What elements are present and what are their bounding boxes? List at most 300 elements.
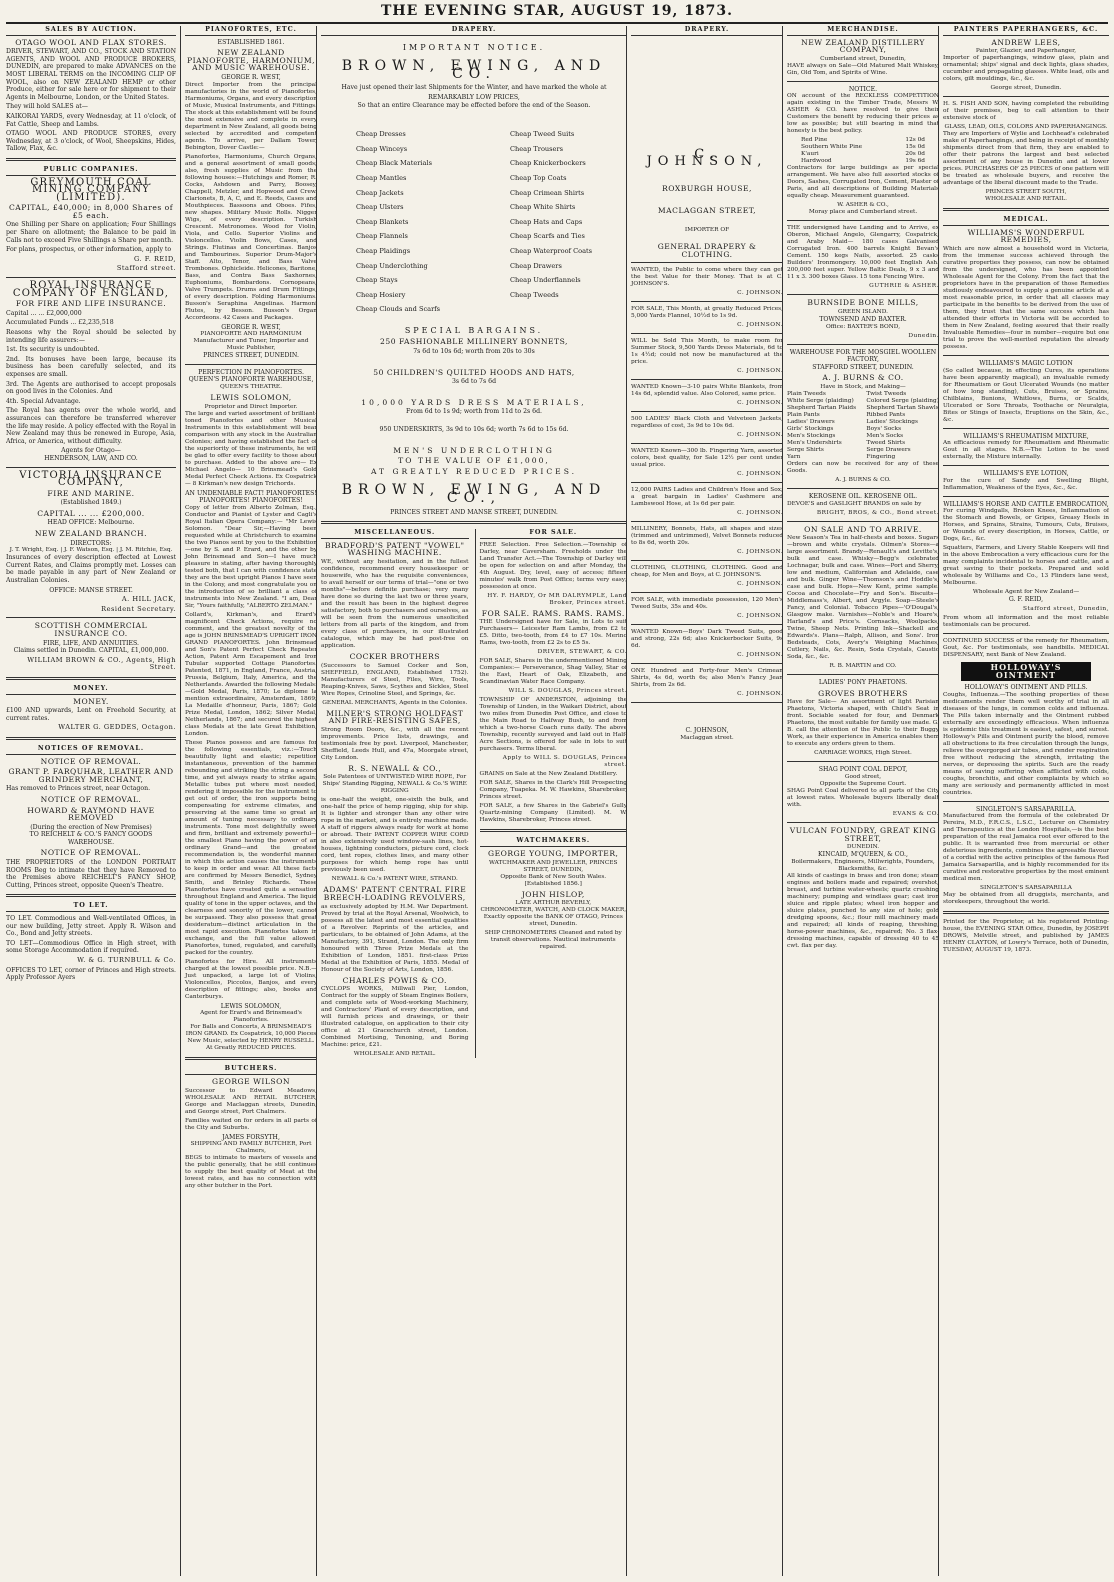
stock-item: Men's Stockings [787,432,836,439]
ad-text: TOWNSEND AND BAXTER. [819,315,907,323]
ad-text: Have just opened their last Shipments for the Winter, and have marked the whole at [341,84,607,92]
ad-text: The Royal has agents over the whole world, and assurances can therefore be transferred wherever the life may reside. A policy effected with the Royal in New Zealand may thus be renewed in Europe, Asia, Africa, or America, without difficulty. [6,407,176,445]
ad-heading: WILLIAMS'S EYE LOTION, [983,470,1069,478]
stock-item: Girls' Stockings [787,425,834,432]
ad-text: Accumulated Funds ... £2,235,518 [6,319,114,327]
divider [631,333,783,334]
cheap-item: Cheap Hosiery [355,290,406,299]
misc-subcolumn [321,529,469,1058]
johnson-ad: FOR SALE, This Month, at greatly Reduced Prices, 5,000 Yards Flannel, 10½d to 1s 9d. [631,306,783,320]
ad-text: £100 AND upwards, Lent on Freehold Security, at current rates. [6,707,176,722]
ad-heading: VULCAN FOUNDRY, GREAT KING STREET, [789,825,937,843]
ad-text: DEVOE'S and GASLIGHT BRANDS on sale by [787,500,922,507]
signature: W. & G. TURNBULL & Co. [77,956,176,964]
ad-text: 3rd. The Agents are authorised to accept proposals on good lives in the Colonies. And [6,380,176,396]
ad-heading: WILLIAMS'S WONDERFUL REMEDIES, [967,227,1085,245]
ad-heading: ROYAL INSURANCE COMPANY OF ENGLAND, [12,280,170,299]
ad-heading: PERFECTION IN PIANOFORTES. [198,368,304,376]
ad-heading: SHAG POINT COAL DEPOT, [818,766,908,774]
ad-heading: 50 CHILDREN'S QUILTED HOODS AND HATS, [373,367,575,377]
divider [631,702,783,703]
ad-text: Have in Stock, and Making— [820,383,906,390]
burns-stock-list [787,391,939,461]
ad-text: Painter, Glazier, and Paperhanger, [975,48,1077,55]
ad-text: SHAG Point Coal delivered to all parts of the City at lowest rates. Wholesale buyers liberally dealt with. [787,787,939,808]
ad-text: For curing Windgalls, Broken Knees, Inflammation of the Stomach and Bowels, or Gripes, Greasy Heels in Horses, and Sprains, Strains, Tumours, Cuts, Bruises, or Wounds of every description, in Horses, Cattle, or Dogs, &c., &c. [943,508,1109,543]
ad-heading: ON SALE AND TO ARRIVE. [804,524,922,534]
ad-text: CONTINUED SUCCESS of the remedy for Rheumatism, Gout, &c. For testimonials, see handbills. MEDICAL DISPENSARY, next Bank of New Zealand. [943,637,1109,658]
ad-heading: KEROSENE OIL. KEROSENE OIL. [808,492,918,500]
ad-heading: LEWIS SOLOMON, [210,392,292,402]
johnson-ad: WANTED Known—Boys' Dark Tweed Suits, good and strong, 22s 6d; also Knickerbocker Suits, 9s 6d. [631,629,783,650]
ad-text: For the cure of Sandy and Swelling Blight, Inflammation, Weakness of the Eyes, &c., &c. [943,477,1109,491]
ad-text: 2nd. Its bonuses have been large, because its business has been carefully selected, and its expenses are small. [6,355,176,378]
ad-text: (Established 1849.) [60,499,122,507]
johnson-ads [631,267,783,703]
column-2 [180,26,317,1576]
ad-text: Which are now almost a household word in Victoria, from the immense success achieved through the curative properties they possess, can now be obtained from the undersigned, who has been appointed Wholesale Agent for the Colony. From the fact that the proprietors have in the preparation of those Remedies studiously endeavoured to supply a genuine article at a most reasonable price, in order that all classes may participate in the benefits to be derived from the use of them, they trust that the same success which has attended their efforts in Victoria will be accorded to them in New Zealand, feeling assured that their really Invaluable Remedies—four in number—require but one trial to prove the well-merited reputation the already possess. [943,245,1109,350]
johnson-ad: WANTED, the Public to come where they can get the best Value for their Money. That is at C. JOHNSON'S. [631,267,783,288]
ad-text: HEAD OFFICE: Melbourne. [47,519,135,527]
ad-text: SHIP CHRONOMETERS Cleaned and rated by transit observations. Nautical instruments repaired. [484,930,622,951]
section-header: MONEY. [6,685,176,695]
stock-item: Ribbed Pants [866,411,906,418]
divider [943,801,1109,802]
ad-text: New Season's Tea in half-chests and boxes. Sugars—brown and white crystals. Oilmen's Stores—a large assortment. Brandy—Renault's and Levitte's, bulk and case. Whisky—Begg's celebrated Lochnagar, bulk and case. Wines—Port and Sherry, low and medium, Californian and Adelaide, case and bulk. Ginger Wine—Thomson's and Hoddle's, case and bulk. Hops—New Kent, prime sample. Cocoa and Chocolate—Fry and Son's. Biscuits—Middlemass's, Albert, and Argyle. Soap—Steele's Fancy, and Colonial. Tobacco Pipes—'O'Dougal's, Glasgow make. Varnishes—Noble's and Hoare's, Harland's and Price's. Cornsacks, Woolpacks, Twine, Sheep Nets. Printing Ink—Shackell and Edwards's. Plans—Ralph, Allison, and Sons'. Iron Bedsteads, Cots, Avery's Weighing Machines, Cutlery, Nails, &c. Resin, Soda Crystals, Caustic Soda, &c., &c. [787,535,939,661]
cheap-item: Cheap Drawers [509,261,562,270]
cheap-list-left [356,127,440,317]
section-header: MEDICAL. [943,216,1109,226]
ad-heading: MONEY. [73,696,109,706]
signature: BRIGHT, BROS, & CO., Bond street. [816,509,939,516]
ad-text: DIRECTORS: [70,539,112,547]
timber-row [801,158,925,165]
ad-text: Successor to Edward Meadows, WHOLESALE AND RETAIL BUTCHER, George and Maclaggan streets, Dunedin, and George street, Port Chalmers. [185,1087,317,1115]
ad-text: DRIVER, STEWART, AND CO., STOCK AND STATION AGENTS, AND WOOL AND PRODUCE BROKERS, DUNEDIN, are prepared to make ADVANCES on the MOST LIBERAL TERMS on the INCOMING CLIP OF WOOL, also on NEW ZEALAND HEMP or other Produce, either for sale here or for shipment to their Agents in Melbourne, London, or the United States. [6,48,176,101]
divider [631,624,783,625]
cheap-item: Cheap Ulsters [355,203,404,212]
cheap-item: Cheap Scarfs and Ties [509,232,585,241]
divider [631,560,783,561]
column-4 [626,26,783,1576]
divider [787,674,939,675]
signature: Stafford street. [116,264,176,273]
ad-heading: AN UNDENIABLE FACT! PIANOFORTES! PIANOFORTES! PIANOFORTES! [185,489,317,505]
ad-heading: MILNER'S STRONG HOLDFAST AND FIRE-RESISTING SAFES, [326,708,464,726]
ad-text: Insurances of every description effected at Lowest Current Rates, and Claims promptly met. Losses can be made payable in any part of New Zealand or Australian Colonies. [6,554,176,585]
timber-row [801,151,925,158]
ad-heading: FOR SALE. RAMS. RAMS. RAMS. [481,608,625,618]
divider [631,379,783,380]
divider [321,521,627,524]
cheap-item: Cheap Tweeds [509,290,559,299]
johnson-ad: FOR SALE, with immediate possession, 120 Men's Tweed Suits, 35s and 40s. [631,597,783,611]
ad-text: Capital ... ... £2,000,000 [6,309,82,317]
holloway-banner: HOLLOWAY'S OINTMENT [961,662,1091,681]
ad-text: CYCLOPS WORKS, Millwall Pier, London, Contract for the supply of Steam Engines Boilers, and complete sets of Wood-working Machinery, and Contractors' Plant of every description, and will furnish prices and drawings, or their illustrated catalogue, on application to their city office at 21 Gracechurch street, London. Combined Mortising, Tenoning, and Boring Machine: price, £21. [321,986,469,1049]
ad-text: Dunedin. [908,332,939,339]
divider [943,496,1109,497]
ad-text: Sole Patentees of UNTWISTED WIRE ROPE, For Ships' Standing Rigging, NEWALL & Co.'S WIRE RIGGING [322,774,467,795]
stock-item: Colored Serge (plaiding) [866,397,939,404]
signature: PRINCES STREET, DUNEDIN. [203,352,299,360]
ad-text: THE Undersigned have for Sale, in Lots to suit Purchasers— Leicester Ram Lambs, from £2 to £5. Ditto, two-tooth, from £4 to £7 10s. Merino Rams, two-tooth, from £2 2s to £5 5s. [479,619,627,647]
ad-text: THE undersigned have Landing and to Arrive, ex Oberon, Michael Angelo, Glengarry, Cospatrick, and Araby Maid— 180 cases Galvanised Corrugated Iron. 400 barrels Knight Bevan's Cement. 150 kegs Nails, assorted. 25 casks Builders' Ironmongery. 10,000 feet English Ash. 200,000 feet super. Yellow Baltic Deals, 9 x 3 and 11 x 3. 300 boxes Glass. 15 tons Fencing Wire. [787,225,939,281]
ad-text: Good street, [844,773,882,780]
ad-heading: C. JOHNSON, [646,146,768,170]
col3-subcolumns [321,529,627,1058]
masthead: THE EVENING STAR, AUGUST 19, 1873. [380,3,734,19]
cheap-item: Cheap Black Materials [355,159,432,168]
signature: G. F. REID, [134,254,176,263]
ad-heading: WAREHOUSE FOR THE MOSGIEL WOOLLEN FACTORY, [789,348,937,364]
ad-text: Squatters, Farmers, and Livery Stable Keepers will find in the above Embrocation a very efficacious cure for the many complaints incidental to horses and cattle, and a great saving to their pockets. Prepared and sold wholesale by Williams and Co., 13 Flinders lane west, Melbourne. [943,545,1109,587]
johnson-ad: 500 LADIES' Black Cloth and Velveteen Jackets, regardless of cost, 3s 9d to 10s 6d. [631,416,783,430]
ad-text: WE, without any hesitation, and in the fullest confidence, recommend every housekeeper or housewife, who has the requisite conveniences, to avail herself or our terms of trial—"one or two months"—before definite purchase; very many have done so during the last two or three years, and the result has been in the highest degree satisfactory, both to purchasers and ourselves, as will be seen from the numerous unsolicited letters from all parts of the kingdom, and from every class of purchasers, in our illustrated catalogue, which may be had post-free on application. [321,558,469,649]
forsale-subcolumn [475,529,628,1058]
section-header: PIANOFORTES, ETC. [185,26,317,36]
stock-item: Men's Undershirts [787,439,842,446]
cheap-list-right [510,127,592,317]
timber-price: 12s 0d [905,137,925,144]
signature: C. JOHNSON. [737,581,783,588]
ad-heading: HOLLOWAY'S OINTMENT AND PILLS. [964,684,1088,692]
signature: WILLIAM BROWN & CO., Agents, High Street. [27,655,176,672]
ad-text: Wholesale Agent for New Zealand— [972,589,1080,596]
ad-text: 7s 6d to 10s 6d; worth from 20s to 30s [413,348,535,356]
signature: C. JOHNSON. [737,290,783,297]
divider [943,355,1109,356]
burns-list-left [787,391,856,461]
stock-item: Shepherd Tartan Plaids [787,404,857,411]
ad-text: For Balls and Concerts, A BRINSMEAD'S IRON GRAND. Ex Cospatrick, 10,000 Pieces New Music, selected by HENRY RUSSELL. At Greatly REDUCED PRICES. [185,1024,317,1052]
ad-heading: GRANT P. FARQUHAR, LEATHER AND GRINDERY MERCHANT, [8,767,174,784]
ad-heading: TO THE VALUE OF £1,000, [398,456,550,466]
signature: A. HILL JACK, [121,595,176,604]
signature: A. J. BURNS & CO. [835,476,891,483]
johnson-ad: CLOTHING, CLOTHING, CLOTHING. Good and cheap, for Men and Boys, at C. JOHNSON'S. [631,565,783,579]
ad-text: Coughs, Influenza.—The soothing properties of these medicaments render them well worthy of trial in all diseases of the lungs, in common colds and influenza. The Pills taken internally and the Ointment rubbed externally are exceedingly efficacious. When influenza is epidemic this treatment is easiest, safest, and surest. Holloway's Pills and Ointment purify the blood, remove all obstructions to its free circulation through the lungs, relieve the overgorged air tubes, and render respiration free without reducing the strength, irritating the nerves, or depressing the spirits. Such are the ready means of saving suffering when afflicted with colds, coughs, bronchitis, and other complaints by which so many are seriously and permanently afflicted in most countries. [943,691,1109,796]
ad-text: J. T. Wright, Esq. | J. F. Watson, Esq. | J. M. Ritchie, Esq. [9,547,173,554]
ad-text: Contractors for large buildings as per special arrangement. We have also full assorted stocks of Doors, Sashes, Corrugated Iron, Cement, Plaster of Paris, and all descriptions of Building Materials equally cheap. Measurement guaranteed. [787,165,939,200]
ad-heading: BURNSIDE BONE MILLS, [807,298,919,308]
divider [943,428,1109,429]
ad-text: Copy of letter from Alberto Zelman, Esq., Conductor and Pianist of Lyster and Cagli's Royal Italian Opera Company:— "Mr Lewis Solomon. "Dear Sir,—Having been requested while at Christchurch to examine the two Pianos sent by you to the Exhibition—one by S. and P. Erard, and the other by John Brinsmead and Son—I have much pleasure in stating, after having thoroughly tested both, that I can with confidence state they are the best upright Pianos I have seen in the Colony, and most congratulate you on the introduction of so brilliant a class of instruments into New Zealand. "I am, Dear Sir, "Yours faithfully, "ALBERTO ZELMAN." [185,504,317,609]
divider [6,158,176,161]
signature: C. JOHNSON. [737,400,783,407]
section-header: WATCHMAKERS. [480,837,628,847]
signature: LEWIS SOLOMON, [220,1002,282,1010]
ad-heading: NEW ZEALAND BRANCH. [34,529,148,539]
ad-text: BEGS to intimate to masters of vessels and the public generally, that he still continues to supply the best quality of Meat at the lowest rates, and has no connection with any other butcher in the Port. [185,1155,317,1190]
divider [6,617,176,618]
cheap-item: Cheap Knickerbockers [509,159,586,168]
ad-text: 1st. Its security is undoubted. [6,346,100,354]
stock-item: Ladies' Drawers [787,418,835,425]
ad-heading: JAMES FORSYTH, [222,1133,280,1141]
cheap-item: Cheap Plaidings [355,246,411,255]
ad-text: Cumberland street, Dunedin, [820,55,906,62]
signature: Moray place and Cumberland street. [808,209,918,216]
divider [787,220,939,221]
signature: EVANS & CO. [892,810,939,817]
ad-heading: GEORGE YOUNG, IMPORTER, [488,848,619,858]
signature: C. JOHNSON. [737,432,783,439]
ad-text: is one-half the weight, one-sixth the bulk, and one-half the price of hemp rigging, ship for ship. It is lighter and stronger than any other wire rope in the market, and is entirely machine made. A staff of riggers always ready for work at home or abroad. Their PATENT COPPER WIRE CORD in also extensively used window-sash lines, hot-houses, lightning conductors, picture cord, clock cord, tent ropes, clothes lines, and many other purposes for which hemp rope has until previously been used. [321,797,469,874]
stock-item: Serge Shirts [787,446,824,453]
column-5 [782,26,939,1576]
ad-text: WATCHMAKER AND JEWELLER, PRINCES STREET, DUNEDIN, [488,859,618,873]
divider [6,737,176,740]
divider [787,761,939,762]
signature: DRIVER, STEWART, & CO. [537,649,627,656]
divider [631,411,783,412]
divider [943,465,1109,466]
ad-heading: WILLIAMS'S RHEUMATISM MIXTURE, [963,432,1089,440]
ad-text: The large and varied assortment of brilliant-toned Pianofortes and other Musical Instruments in this establishment will bear comparison with any stock in the Australian Colonies; and having established the fact of the superiority of these instruments, he will be glad to offer every facility to those about to purchase. Added to the above are— Ex Michael Angelo— 10 Brinsmead's Gold Medal Perfect Check Actions. Ex Cospatrick— 8 Kirkman's new design Trichords. [185,410,317,487]
signature: C. JOHNSON. [737,510,783,517]
ad-text: FOR SALE, Shares in the undermentioned Mining Companies:— Perseverance, Shag Valley, Star of the East, Heart of Oak, Elizabeth, and Scandinavian Water Race Company. [479,658,627,686]
section-header: NOTICES OF REMOVAL. [6,745,176,755]
ad-text: OFFICES TO LET, corner of Princes and High streets. Apply Professor Ayers [6,966,176,982]
ad-text: Manufactured from the formula of the celebrated Dr Pereira, M.D., F.R.C.S., L.S.C., Lecturer on Chemistry and Therapeutics at the London Hospitals,—is the best preparation of the real Jamaica root ever offered to the public. It is warranted free from mercurial or other deleterious ingredients, combines the agreeable flavour of a cordial with the active principles of the famous Red Jamaica Sarsaparilla, and is highly recommended for its curative and restorative properties by the most eminent medical men. [943,813,1109,883]
ad-heading: BRADFORD'S PATENT "VOWEL" WASHING MACHINE. [324,540,465,558]
timber-name: Hardwood [801,158,832,165]
column-6 [938,26,1109,1576]
ad-text: DUNEDIN. [846,844,880,851]
ad-heading: CAPITAL, £40,000; in 8,000 Shares of £5 each. [8,203,174,220]
ad-text: All kinds of castings in brass and iron done; steam engines and boilers made and repaired; overshot, breast, and turbine water-wheels; quartz crushing machinery; pumping and windlass gear; cast iron sluice and ripple plates; wheel iron hopper and sluice plates, punched to any size of hole; gold dredging spoons, &c.; flour mill machinery made and repaired; all kinds of reaping, threshing, horse-power machines, &c., repaired; No. 3 flax-dressing machines, capable of dressing 40 to 45 cwt. flax per day. [787,872,939,949]
signature: HY. F. HARDY, Or MR DALRYMPLE, Land Broker, Princes street. [487,592,627,606]
ad-text: From 6d to 1s 9d; worth from 11d to 2s 6d. [405,408,543,416]
timber-name: K'auri [801,151,819,158]
divider [943,96,1109,97]
signature: NEWALL & Co.'s PATENT WIRE, STRAND. [331,876,458,883]
divider [631,443,783,444]
johnson-ad: 12,000 PAIRS Ladies and Children's Hose and Sox; a great bargain in Ladies' Cashmere and Lambswool Hose, at 1s 6d per pair. [631,487,783,508]
divider [787,822,939,823]
timber-row [801,137,925,144]
ad-heading: ADAMS' PATENT CENTRAL FIRE BREECH-LOADING REVOLVERS, [323,885,467,902]
ad-heading: QUEEN'S PIANOFORTE WAREHOUSE, [188,376,314,384]
stock-item: Plain Pants [787,411,820,418]
burns-list-right [866,391,939,461]
ad-heading: IMPORTANT NOTICE. [402,42,546,52]
ad-text: Proprietor and Direct Importer. [204,403,298,410]
ad-heading: VICTORIA INSURANCE COMPANY, [19,469,163,489]
section-header: PAINTERS PAPERHANGERS, &C. [943,26,1109,36]
divider [631,592,783,593]
ad-heading: REMARKABLY LOW PRICES, [428,93,520,101]
stock-item: White Serge (plaiding) [787,397,854,404]
ad-text: LATE ARTHUR BEVERLY, [515,900,592,907]
ad-text: Boilermakers, Engineers, Millwrights, Founders, Blacksmiths, &c. [791,858,935,872]
ad-heading: WILLIAMS'S HORSE AND CATTLE EMBROCATION, [943,500,1109,508]
ad-text: KAIKORAI YARDS, every Wednesday, at 11 o'clock, of Fat Cattle, Sheep and Lambs. [6,112,176,128]
ad-text: Orders can now be received for any of these Goods. [787,460,939,474]
johnson-ad: WILL be Sold This Month, to make room for Summer Stock, 9,500 Yards Dress Materials, 6d to 1s 4½d; could not now be manufactured at the price. [631,338,783,366]
ad-heading: AT GREATLY REDUCED PRICES. [370,466,578,476]
cheap-item: Cheap Blankets [355,217,409,226]
signature: GUTHRIE & ASHER. [869,283,939,290]
signature: C. JOHNSON. [737,471,783,478]
masthead-rule [6,22,1108,24]
cheap-list [321,127,627,317]
divider [631,663,783,664]
timber-price: 19s 6d [905,158,925,165]
ad-heading: 10,000 YARDS DRESS MATERIALS, [361,397,587,407]
signature: Resident Secretary. [101,604,176,613]
timber-price: 15s 0d [905,144,925,151]
ad-text: TOWNSHIP OF ANDERSTON, adjoining the Township of Linden, in the Waikari District, about two miles from Dunedin Post Office, and close to the Main Road to Halfway Bush, to and from which a two-horse Coach runs daily. The above Township, recently surveyed and laid out in Half-Acre Sections, is offered for sale in lots to suit purchasers. Terms liberal. [479,697,627,753]
divider [787,488,939,489]
ad-heading: GROVES BROTHERS [818,688,908,698]
signature: Agent for Erard's and Brinsmead's Pianofortes. [200,1010,302,1024]
cheap-item: Cheap Flannels [355,232,408,241]
ad-text: An efficacious remedy for Rheumatism and Rheumatic Gout in all stages. N.B.—The Lotion to be used externally, the Mixture internally. [943,440,1109,461]
ad-heading: SPECIAL BARGAINS. [404,325,544,335]
imprint: Printed for the Proprietor, at his registered Printing-house, the EVENING STAR Office, Dunedin, by JOSEPH DROWS, Melville street, and published by JAMES HENRY CLAYTON, of Lowry's Terrace, both of Dunedin, TUESDAY, AUGUST 19, 1873. [943,919,1109,954]
ad-text: GREEN ISLAND. [837,308,889,315]
stock-item: Twist Tweeds [866,390,907,397]
signature: PIANOFORTE AND HARMONIUM Manufacturer and Tuner, Importer and Music Publisher, [193,331,309,352]
ad-heading: CHARLES POWIS & CO. [342,975,447,985]
cheap-item: Cheap Stays [355,276,398,285]
ad-text: Agents for Otago— [61,447,121,455]
johnson-ad: ONE Hundred and Forty-four Men's Crimean Shirts, 4s 6d, worth 6s; also Men's Fancy Jean Shirts, from 2s 6d. [631,668,783,689]
ad-heading: NOTICE. [848,85,878,93]
divider [185,364,317,365]
stock-item: Fingering [866,453,896,460]
ad-text: Strong Room Doors, &c., with all the recent improvements. Price lists, drawings, and testimonials free by post. Liverpool, Manchester, Sheffield, Leeds Hull, and 47a, Moorgate street, City London. [321,726,469,761]
divider [6,894,176,897]
cheap-item: Cheap Dresses [355,130,406,139]
ad-heading: NEW ZEALAND DISTILLERY COMPANY, [801,37,925,55]
divider [787,344,939,345]
divider [631,521,783,522]
ad-text: CHRONOMETER, WATCH, AND CLOCK MAKER, [480,907,627,914]
section-header: PUBLIC COMPANIES. [6,166,176,176]
ad-text: Pianofortes, Harmoniums, Church Organs, and a general assortment of small goods; also, fresh supplies of Music from the following houses:—Hutchings and Romer, R. Cocks, Ashdown and Parry, Boosey, Chappell, Metzler, and Hopwood and Crew. Clarionets, B, A, C, and E. Reeds, Cases and Mouthpieces. Bassoons and Oboes. Fifes, new shapes. Military Music Rolls. Nigger Wigs, of every description. Turkish Crescent. Metronomes. Wood for Violin, Viola, and Cello. Superior Violins and Violoncellos. Violin Bows, Cases, and Strings. Flutinas and Concertinas. Banjos and Tambourines. Superior Drum-Major's Staff. Alto, Tenor, and Bass Valve Trombones. Ophicleide. Helicones, Baritone, Bass, and Contra Bass Saxhornes, Euphoniums, Bombardons. Cornopeans, Valve Trumpets. Drums and Drum Fittings, of every description. Folding Harmoniums. Busson's Seraphina Angelinas. Harmoni Flutes, by Besson. Busson's Organ Accordeons. 42 Cases and Packages. [185,153,317,321]
timber-price-list [787,137,939,165]
section-header: TO LET. [6,902,176,912]
ad-text: FOR SALE, Shares in the Clark's Hill Prospecting Company, Tuapeka. M. W. Hawkins, Sharebroker, Princes street. [479,780,627,801]
signature: WALTER G. GEDDES, Octagon. [58,723,176,732]
ad-text: TO REICHELT & CO.'S FANCY GOODS WAREHOUSE. [29,831,153,846]
ad-text: For plans, prospectus, or other information, apply to [6,246,172,254]
ad-text: CARRIAGE WORKS, High Street. [814,750,912,757]
ad-heading: GEORGE WILSON [212,1076,290,1086]
ad-text: Collard's, Kirkman's, and Erard's magnificent Check Actions, require no comment, and the greatest novelty of the age is JOHN BRINSMEAD'S UPRIGHT IRON GRAND PIANOFORTES. John Brinsmead and Son's Patent Perfect Check Repeater Action, Patent Arm Escapement and Iron Tubular supported Cottage Pianofortes. Patented, 1871, in England, France, Austria, Prussia, Belgium, Italy, America, and the Netherlands. Awarded the following Medals:—Gold Medal, Paris, 1870; Le diplome la mention extraordinaire, Amsterdam, 1869; La Medaille d'honneur, Paris, 1867; Gold Prize Medal, London, 1862; Silver Medal, Netherlands, 1867; and secured the highest class Medals at the late Great Exhibition, London. [185,611,317,737]
ad-text: Importer of paperhangings, window glass, plain and ornamental; ships' signal and deck lights, glass shades, cucumber and propagating glasses. White lead, oils and colors, gilt mouldings, &c., &c. [943,55,1109,83]
ad-text: Office: BAXTER'S BOND, [825,323,901,330]
ad-heading: MACLAGGAN STREET, [657,206,757,216]
ad-heading: JOHN HISLOP, [521,889,585,899]
ad-heading: COCKER BROTHERS [349,651,440,661]
ad-text: TO LET. Commodious and Well-ventilated Offices, in our new building, Jetty street. Apply R. Wilson and Co., Bond and Jetty streets. [6,915,176,938]
ad-heading: NEW ZEALAND PIANOFORTE, HARMONIUM, AND MUSIC WAREHOUSE. [186,48,316,73]
ad-text: George street, Dunedin. [990,85,1062,92]
ad-text: OTAGO WOOL AND PRODUCE STORES, every Wednesday, at 3 o'clock, of Wool, Sheepskins, Hides, Tallow, Flax, &c. [6,130,176,153]
ad-heading: GREYMOUTH COAL MINING COMPANY (LIMITED). [30,176,152,203]
section-header: DRAPERY. [631,26,783,36]
ad-text: Exactly opposite the BANK OF OTAGO, Princes street, Dunedin. [483,914,623,928]
ad-heading: NOTICE OF REMOVAL. [40,848,142,858]
cheap-item: Cheap Clouds and Scarfs [355,305,441,314]
signature: Maclaggan street. [680,734,734,741]
stock-item: Men's Socks [866,432,904,439]
ad-heading: R. S. NEWALL & CO., [348,763,442,773]
signature: C. JOHNSON. [737,691,783,698]
ad-heading: SINGLETON'S SARSAPARILLA. [975,805,1077,813]
ad-text: Reasons why the Royal should be selected by intending life assurers:— [6,329,176,344]
divider [6,277,176,278]
ad-text: They are Importers of Wylie and Lochhead's celebrated make of Paperhangings, and being in receipt of monthly shipments direct from that firm, they are enabled to offer their patrons the largest and best selected assortment of any house in Dunedin and at lower prices. PURCHASERS OF 25 PIECES of one pattern will be treated as wholesale buyers, and receive the advantage of the liberal discount made to the Trade. [943,131,1109,187]
signature: GENERAL MERCHANTS, Agents in the Colonies. [322,699,468,706]
ad-text: May be obtained from all druggists, merchants, and storekeepers, throughout the world. [943,892,1109,906]
signature: WHOLESALE AND RETAIL. [353,1051,436,1058]
divider [6,467,176,468]
johnson-ad: MILLINERY, Bonnets, Hats, all shapes and sizes (trimmed and untrimmed), Velvet Bonnets reduced to 8s 6d, worth 20s. [631,526,783,547]
ad-heading: 250 FASHIONABLE MILLINERY BONNETS, [380,337,568,347]
column-1 [6,26,176,1576]
stock-item: Boys' Socks [866,425,902,432]
ad-heading: A. J. BURNS & CO. [822,373,904,383]
ad-heading: NOTICE OF REMOVAL. [40,756,142,766]
ad-text: PRINCES STREET SOUTH, [985,189,1067,196]
signature: R. B. MARTIN and CO. [829,663,897,670]
timber-row [801,144,925,151]
johnson-ad: WANTED Known—3-10 pairs White Blankets, from 14s 6d, splendid value. Also Colored, same price. [631,384,783,398]
ad-text: GRAINS on Sale at the New Zealand Distillery. [479,771,618,778]
divider [631,301,783,302]
cheap-item: Cheap Mantles [355,173,407,182]
ad-text: 3s 6d to 7s 6d [451,378,497,386]
signature: C. JOHNSON. [737,368,783,375]
stock-item: Tweed Shirts [866,439,906,446]
signature: C. JOHNSON. [737,613,783,620]
signature: Apply to WILL S. DOUGLAS, Princes street. [502,755,627,769]
divider [787,521,939,522]
divider [480,829,628,832]
ad-text: HENDERSON, LAW, AND CO. [44,454,138,462]
ad-text: Claims settled in Dunedin. CAPITAL, £1,000,000. [13,647,169,655]
section-header: DRAPERY. [321,26,627,36]
cheap-item: Cheap Top Coats [509,173,567,182]
ad-heading: LADIES' PONY PHAETONS. [818,679,908,687]
ad-text: (During the erection of New Premises) [30,823,152,831]
signature: C. JOHNSON. [737,652,783,659]
section-header: FOR SALE. [480,529,628,539]
stock-item: Shepherd Tartan Shawls [866,404,939,411]
stock-item: Ladies' Stockings [866,418,918,425]
ad-text: 4th. Special Advantage. [6,397,81,405]
ad-heading: FOR FIRE AND LIFE INSURANCE. [15,299,167,309]
divider [943,208,1109,211]
divider [185,1057,317,1060]
cheap-item: Cheap Tweed Suits [509,130,575,139]
divider [6,677,176,680]
ad-text: Pianofortes for Hire. All instruments charged at the lowest possible price. N.B.—Just unpacked, a large lot of Violins, Violoncellos, Piccolos, Banjos, and every description of fittings; also, books and Canterburys. [185,958,317,1000]
cheap-item: Cheap Waterproof Coats [509,246,593,255]
ad-heading: WILLIAMS'S MAGIC LOTION [979,359,1073,367]
section-header: MISCELLANEOUS. [321,529,469,539]
johnson-ad: WANTED Known—300 lb. Fingering Yarn, assorted colors, best quality, for Sale 12½ per cent under usual price. [631,448,783,469]
ad-text: FIRE, LIFE, AND ANNUITIES. [43,639,139,647]
cheap-item: Cheap Trousers [509,144,563,153]
cheap-item: Cheap Underflannels [509,276,581,285]
ad-heading: BROWN, EWING, AND CO., [341,482,607,506]
